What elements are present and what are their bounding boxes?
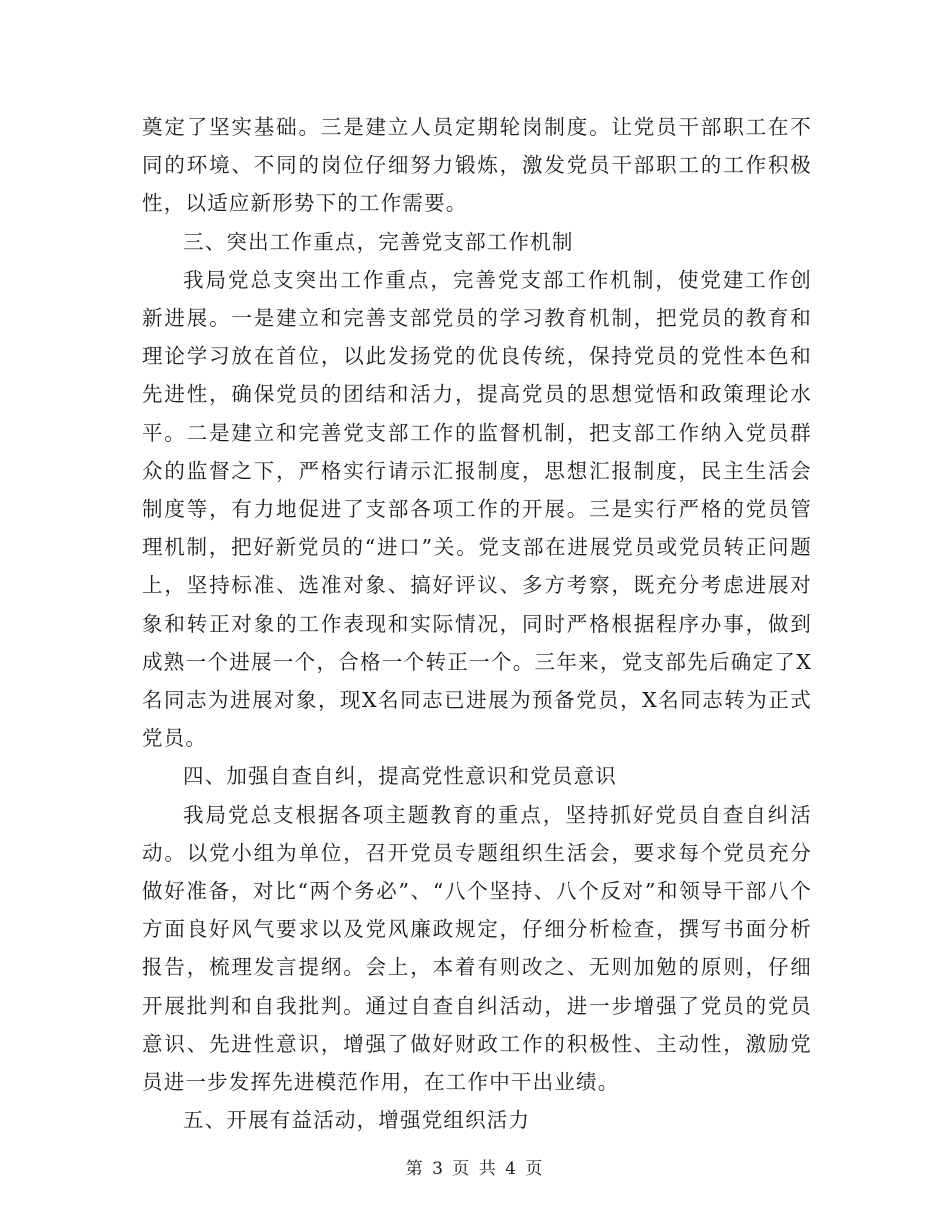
paragraph-section-4: 我局党总支根据各项主题教育的重点，坚持抓好党员自查自纠活动。以党小组为单位，召开党员专题组织生活会，要求每个党员充分做好准备，对比“两个务必”、“八个坚持、八个反对”和领导干部八个方面良好风气要求以及党风廉政规定，仔细分析检查，撰写书面分析报告，梳理发言提纲。会上，本着有则改之、无则加勉的原则，仔细开展批判和自我批判。通过自查自纠活动，进一步增强了党员的党员意识、先进性意识，增强了做好财政工作的积极性、主动性，激励党员进一步发挥先进模范作用，在工作中干出业绩。 xyxy=(142,802,812,1095)
section-heading-5: 五、开展有益活动，增强党组织活力 xyxy=(183,1108,531,1133)
document-body xyxy=(142,108,812,1139)
paragraph-continuation: 奠定了坚实基础。三是建立人员定期轮岗制度。让党员干部职工在不同的环境、不同的岗位仔细努力锻炼，激发党员干部职工的工作积极性，以适应新形势下的工作需要。 xyxy=(142,115,812,216)
section-heading-3: 三、突出工作重点，完善党支部工作机制 xyxy=(183,229,574,254)
section-heading-4: 四、加强自查自纠，提高党性意识和党员意识 xyxy=(183,764,617,789)
page-number-footer: 第 3 页 共 4 页 xyxy=(405,1159,545,1179)
paragraph-section-3: 我局党总支突出工作重点，完善党支部工作机制，使党建工作创新进展。一是建立和完善支部党员的学习教育机制，把党员的教育和理论学习放在首位，以此发扬党的优良传统，保持党员的党性本色和先进性，确保党员的团结和活力，提高党员的思想觉悟和政策理论水平。二是建立和完善党支部工作的监督机制，把支部工作纳入党员群众的监督之下，严格实行请示汇报制度，思想汇报制度，民主生活会制度等，有力地促进了支部各项工作的开展。三是实行严格的党员管理机制，把好新党员的“进口”关。党支部在进展党员或党员转正问题上，坚持标准、选准对象、搞好评议、多方考察，既充分考虑进展对象和转正对象的工作表现和实际情况，同时严格根据程序办事，做到成熟一个进展一个，合格一个转正一个。三年来，党支部先后确定了X名同志为进展对象，现X名同志已进展为预备党员，X名同志转为正式党员。 xyxy=(142,267,812,751)
